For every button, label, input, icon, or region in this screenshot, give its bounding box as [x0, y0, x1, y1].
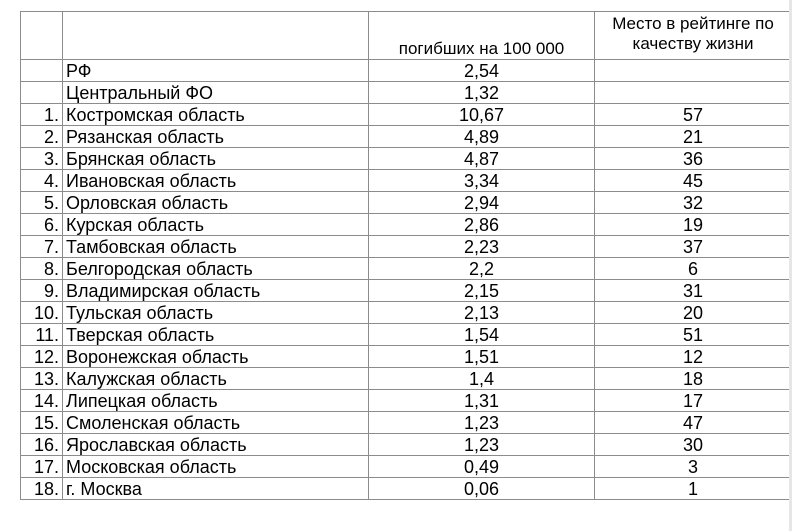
cell-deaths-per-100k[interactable]: 2,15 — [369, 280, 595, 302]
data-table — [20, 11, 792, 500]
cell-region[interactable]: Московская область — [63, 456, 369, 478]
cell-deaths-per-100k[interactable]: 1,23 — [369, 412, 595, 434]
cell-region[interactable]: Липецкая область — [63, 390, 369, 412]
cell-quality-rank[interactable]: 21 — [595, 126, 792, 148]
cell-deaths-per-100k[interactable]: 3,34 — [369, 170, 595, 192]
cell-quality-rank[interactable]: 31 — [595, 280, 792, 302]
cell-number[interactable]: 7. — [21, 236, 63, 258]
table-row — [21, 280, 792, 302]
cell-region[interactable]: РФ — [63, 60, 369, 82]
cell-quality-rank[interactable]: 20 — [595, 302, 792, 324]
cell-number[interactable]: 16. — [21, 434, 63, 456]
cell-quality-rank[interactable]: 37 — [595, 236, 792, 258]
cell-number[interactable]: 2. — [21, 126, 63, 148]
cell-quality-rank[interactable]: 51 — [595, 324, 792, 346]
cell-number[interactable]: 1. — [21, 104, 63, 126]
cell-region[interactable]: Орловская область — [63, 192, 369, 214]
cell-region[interactable]: Белгородская область — [63, 258, 369, 280]
cell-quality-rank[interactable] — [595, 82, 792, 104]
cell-number[interactable]: 3. — [21, 148, 63, 170]
table-row — [21, 192, 792, 214]
cell-quality-rank[interactable]: 12 — [595, 346, 792, 368]
cell-number[interactable] — [21, 82, 63, 104]
cell-quality-rank[interactable]: 36 — [595, 148, 792, 170]
cell-number[interactable]: 13. — [21, 368, 63, 390]
cell-quality-rank[interactable]: 18 — [595, 368, 792, 390]
cell-number[interactable]: 15. — [21, 412, 63, 434]
header-cell-quality-of-life-rank[interactable]: Место в рейтинге по качеству жизни — [595, 12, 792, 60]
cell-region[interactable]: Калужская область — [63, 368, 369, 390]
table-row — [21, 126, 792, 148]
cell-deaths-per-100k[interactable]: 1,4 — [369, 368, 595, 390]
table-row — [21, 104, 792, 126]
table-row — [21, 412, 792, 434]
cell-deaths-per-100k[interactable]: 10,67 — [369, 104, 595, 126]
cell-region[interactable]: Брянская область — [63, 148, 369, 170]
cell-region[interactable]: Смоленская область — [63, 412, 369, 434]
cell-number[interactable]: 8. — [21, 258, 63, 280]
table-row — [21, 456, 792, 478]
table-row — [21, 346, 792, 368]
cell-deaths-per-100k[interactable]: 1,51 — [369, 346, 595, 368]
summary-row — [21, 60, 792, 82]
cell-deaths-per-100k[interactable]: 1,32 — [369, 82, 595, 104]
cell-region[interactable]: Ярославская область — [63, 434, 369, 456]
table-row — [21, 170, 792, 192]
table-row — [21, 236, 792, 258]
cell-number[interactable]: 14. — [21, 390, 63, 412]
cell-quality-rank[interactable]: 30 — [595, 434, 792, 456]
cell-number[interactable]: 18. — [21, 478, 63, 500]
cell-number[interactable]: 4. — [21, 170, 63, 192]
table-row — [21, 478, 792, 500]
table-row — [21, 324, 792, 346]
cell-deaths-per-100k[interactable]: 4,89 — [369, 126, 595, 148]
cell-deaths-per-100k[interactable]: 2,86 — [369, 214, 595, 236]
cell-deaths-per-100k[interactable]: 0,49 — [369, 456, 595, 478]
cell-quality-rank[interactable] — [595, 60, 792, 82]
cell-number[interactable]: 9. — [21, 280, 63, 302]
cell-deaths-per-100k[interactable]: 0,06 — [369, 478, 595, 500]
cell-region[interactable]: Владимирская область — [63, 280, 369, 302]
cell-region[interactable]: Тамбовская область — [63, 236, 369, 258]
table-row — [21, 258, 792, 280]
cell-deaths-per-100k[interactable]: 1,54 — [369, 324, 595, 346]
cell-quality-rank[interactable]: 3 — [595, 456, 792, 478]
header-cell-deaths-per-100k[interactable]: погибших на 100 000 — [369, 12, 595, 60]
cell-number[interactable]: 5. — [21, 192, 63, 214]
table-row — [21, 368, 792, 390]
cell-deaths-per-100k[interactable]: 1,23 — [369, 434, 595, 456]
cell-quality-rank[interactable]: 17 — [595, 390, 792, 412]
cell-deaths-per-100k[interactable]: 4,87 — [369, 148, 595, 170]
cell-quality-rank[interactable]: 57 — [595, 104, 792, 126]
table-row — [21, 390, 792, 412]
table-row — [21, 148, 792, 170]
cell-region[interactable]: Воронежская область — [63, 346, 369, 368]
cell-number[interactable]: 6. — [21, 214, 63, 236]
cell-number[interactable]: 10. — [21, 302, 63, 324]
cell-quality-rank[interactable]: 32 — [595, 192, 792, 214]
cell-deaths-per-100k[interactable]: 2,23 — [369, 236, 595, 258]
cell-number[interactable]: 12. — [21, 346, 63, 368]
cell-region[interactable]: г. Москва — [63, 478, 369, 500]
cell-deaths-per-100k[interactable]: 2,13 — [369, 302, 595, 324]
cell-region[interactable]: Рязанская область — [63, 126, 369, 148]
cell-number[interactable] — [21, 60, 63, 82]
header-cell-region[interactable] — [63, 12, 369, 60]
cell-region[interactable]: Ивановская область — [63, 170, 369, 192]
cell-quality-rank[interactable]: 47 — [595, 412, 792, 434]
header-cell-number[interactable] — [21, 12, 63, 60]
cell-region[interactable]: Костромская область — [63, 104, 369, 126]
summary-row — [21, 82, 792, 104]
cell-number[interactable]: 11. — [21, 324, 63, 346]
cell-region[interactable]: Тульская область — [63, 302, 369, 324]
cell-quality-rank[interactable]: 1 — [595, 478, 792, 500]
cell-region[interactable]: Курская область — [63, 214, 369, 236]
cell-deaths-per-100k[interactable]: 1,31 — [369, 390, 595, 412]
cell-quality-rank[interactable]: 45 — [595, 170, 792, 192]
cell-number[interactable]: 17. — [21, 456, 63, 478]
cell-deaths-per-100k[interactable]: 2,54 — [369, 60, 595, 82]
cell-region[interactable]: Тверская область — [63, 324, 369, 346]
cell-deaths-per-100k[interactable]: 2,2 — [369, 258, 595, 280]
table-header-row — [21, 12, 792, 60]
cell-quality-rank[interactable]: 6 — [595, 258, 792, 280]
table-row — [21, 434, 792, 456]
cell-quality-rank[interactable]: 19 — [595, 214, 792, 236]
table-row — [21, 214, 792, 236]
cell-deaths-per-100k[interactable]: 2,94 — [369, 192, 595, 214]
cell-region[interactable]: Центральный ФО — [63, 82, 369, 104]
table-row — [21, 302, 792, 324]
